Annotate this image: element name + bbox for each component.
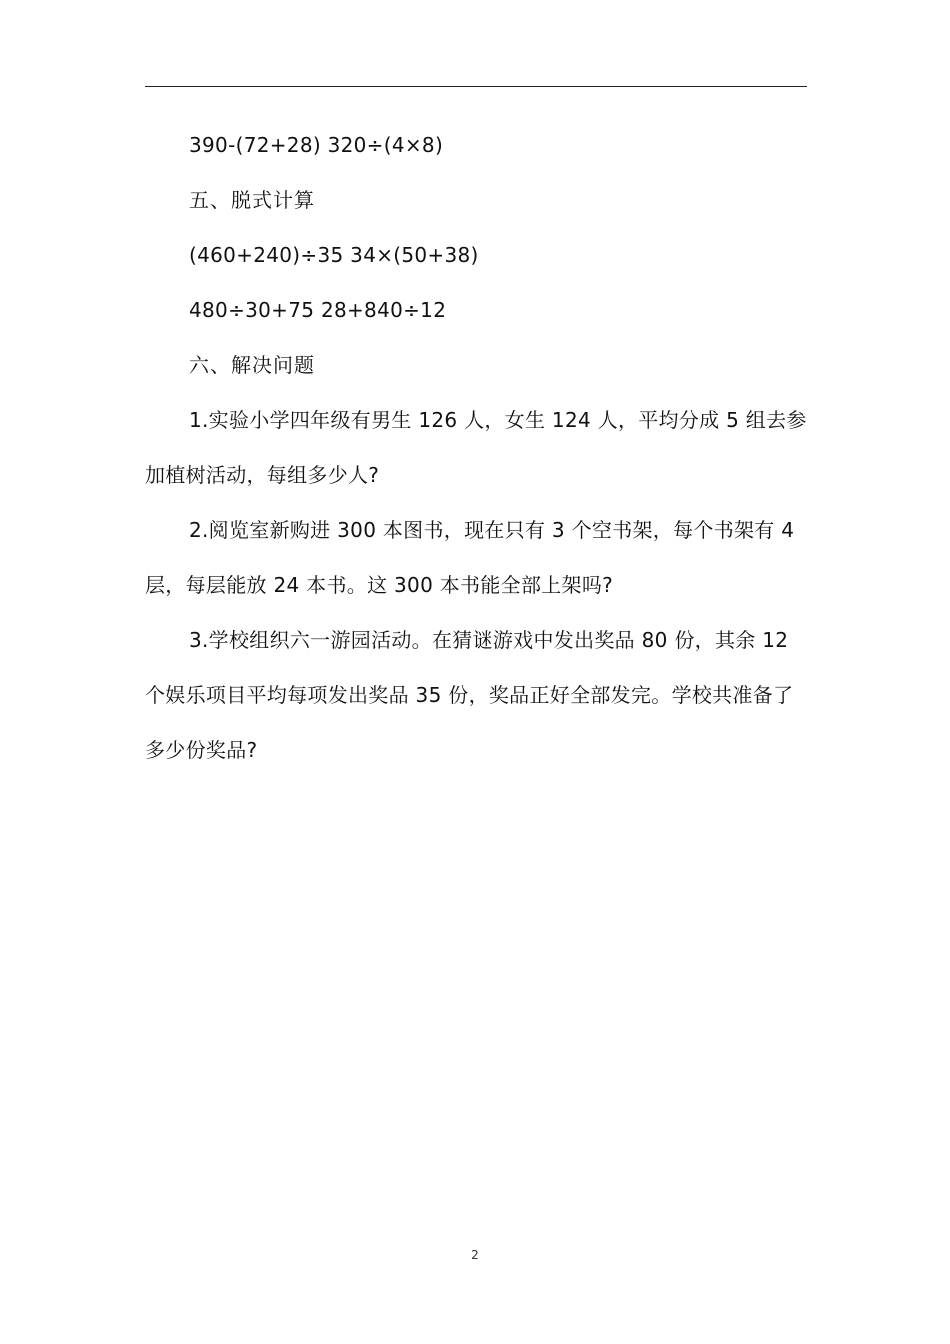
section-heading-6: 六、解决问题 <box>189 353 315 377</box>
header-divider <box>145 86 807 87</box>
page-number: 2 <box>471 1248 479 1262</box>
problem-2: 2.阅览室新购进 300 本图书，现在只有 3 个空书架，每个书架有 4 层，每层能放 24 本书。这 300 本书能全部上架吗? <box>145 518 795 597</box>
section-heading-5: 五、脱式计算 <box>189 188 315 212</box>
problem-3: 3.学校组织六一游园活动。在猜谜游戏中发出奖品 80 份，其余 12 个娱乐项目平均每项发出奖品 35 份，奖品正好全部发完。学校共准备了多少份奖品? <box>145 628 794 762</box>
page-content <box>145 118 807 778</box>
problem-1: 1.实验小学四年级有男生 126 人，女生 124 人，平均分成 5 组去参加植树活动，每组多少人? <box>145 408 807 487</box>
expression-line-1: 390-(72+28) 320÷(4×8) <box>189 133 444 157</box>
expression-line-2: (460+240)÷35 34×(50+38) <box>189 243 479 267</box>
expression-line-3: 480÷30+75 28+840÷12 <box>189 298 447 322</box>
